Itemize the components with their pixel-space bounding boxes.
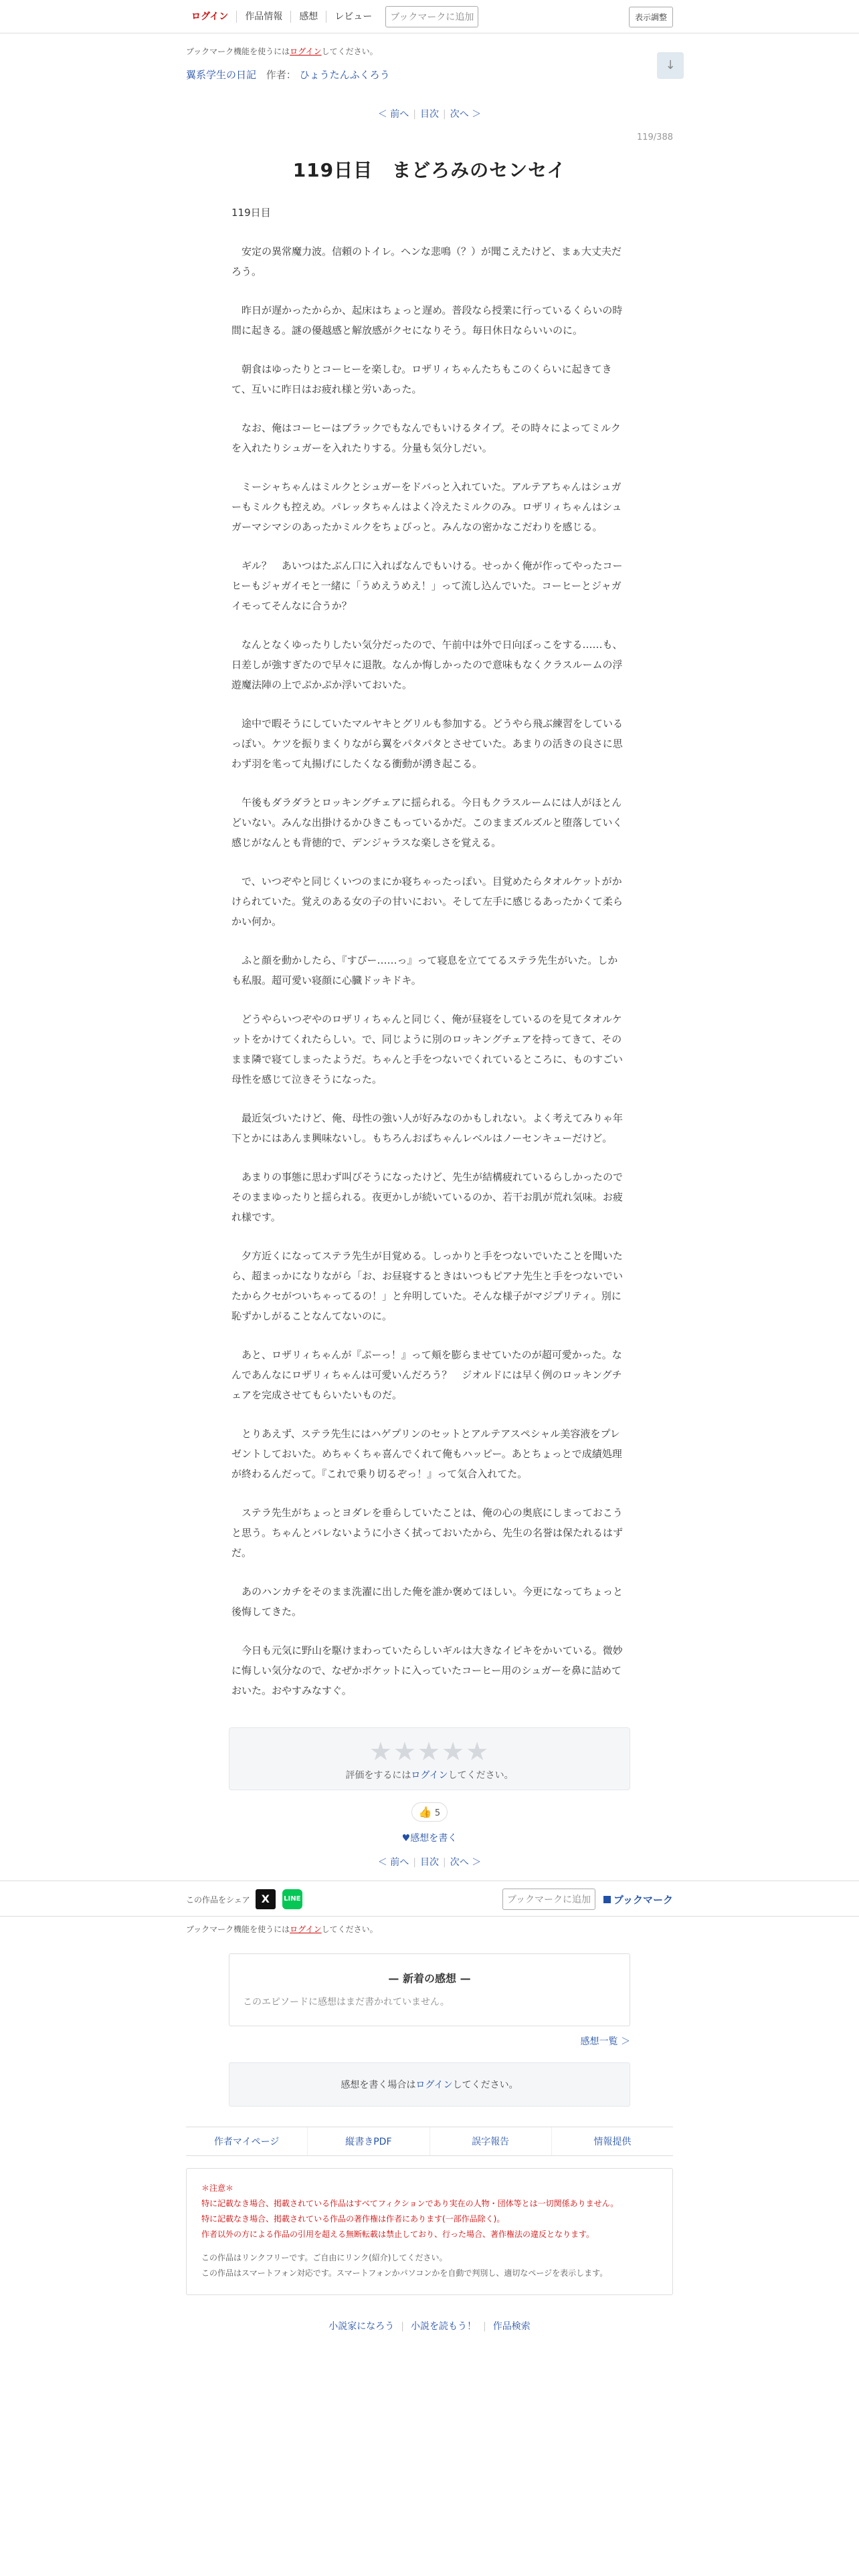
episode-pager-bottom: ＜ 前へ | 目次 | 次へ ＞	[377, 1857, 482, 1868]
body-paragraph: 最近気づいたけど、俺、母性の強い人が好みなのかもしれない。よく考えてみりゃ年下とかにはあんま興味ないし。もちろんおばちゃんレベルはノーセンキューだけど。	[231, 1112, 624, 1144]
like-row	[186, 1802, 673, 1822]
body-paragraph: あまりの事態に思わず叫びそうになったけど、先生が結構疲れているらしかったのでそのままゆったりと揺られる。夜更かしが続いているのか、若干お肌が荒れ気味。お疲れ様です。	[231, 1171, 624, 1223]
episode-title: 119日目 まどろみのセンセイ	[292, 159, 567, 181]
main-content	[186, 45, 676, 1868]
rating-login-link[interactable]: ログイン	[411, 1770, 448, 1781]
prev-link[interactable]: ＜ 前へ	[377, 109, 409, 120]
like-button[interactable]	[411, 1802, 448, 1822]
footer-links: 小説家になろう | 小説を読もう！ | 作品検索	[328, 2321, 531, 2332]
add-bookmark-button-bottom[interactable]: ブックマークに追加	[502, 1889, 595, 1910]
next-link-bottom[interactable]: 次へ ＞	[450, 1857, 482, 1868]
scroll-down-icon[interactable]: ↓	[657, 52, 684, 79]
notice-line: 特に記載なき場合、掲載されている作品はすべてフィクションであり実在の人物・団体等とは一切関係ありません。	[201, 2199, 619, 2208]
bookmark-link[interactable]	[603, 1893, 673, 1907]
body-paragraph: 安定の異常魔力波。信頼のトイレ。ヘンな悲鳴（？）が聞こえたけど、まぁ大丈夫だろう。	[231, 245, 622, 278]
bookmark-login-link[interactable]: ログイン	[290, 47, 322, 56]
toc-link[interactable]: 目次	[420, 109, 439, 120]
write-impression-box	[229, 2062, 630, 2107]
episode-counter: 119/388	[636, 132, 673, 142]
typo-report-link[interactable]: 誤字報告	[430, 2127, 552, 2155]
like-count: 5	[434, 1808, 441, 1818]
narou-link[interactable]: 小説家になろう	[328, 2321, 395, 2332]
login-link[interactable]: ログイン	[186, 11, 237, 23]
rating-note-text-end: してください。	[448, 1770, 514, 1781]
body-paragraph: ステラ先生がちょっとヨダレを垂らしていたことは、俺の心の奥底にしまっておこうと思う。ちゃんとバレないように小さく拭っておいたから、先生の名誉は保たれるはずだ。	[231, 1507, 624, 1559]
body-paragraph: なお、俺はコーヒーはブラックでもなんでもいけるタイプ。その時々によってミルクを入れたりシュガーを入れたりする。分量も気分しだい。	[231, 422, 621, 454]
lower-content	[186, 1923, 673, 2533]
body-paragraph: とりあえず、ステラ先生にはハゲプリンのセットとアルテアスペシャル美容液をプレゼントしておいた。めちゃくちゃ喜んでくれて俺もハッピー。あとちょっとで成績処理が終わるんだって。『これで乗り切るぞっ！』って気合入れてた。	[231, 1428, 622, 1480]
write-box-text-end: してください。	[452, 2080, 518, 2090]
body-paragraph: 午後もダラダラとロッキングチェアに揺られる。今日もクラスルームには人がほとんどいない。みんな出掛けるかひきこもっているかだ。このままズルズルと堕落していく感じがなんとも背徳的で、デンジャラスな楽しさを覚える。	[231, 796, 623, 849]
body-paragraph: どうやらいつぞやのロザリィちゃんと同じく、俺が昼寝をしているのを見てタオルケットをかけてくれたらしい。で、同じように別のロッキングチェアを持ってきて、そのまま隣で寝てしまったようだ。ちゃんと手をつないでくれているところに、ものすごい母性を感じて泣きそうになった。	[231, 1013, 624, 1085]
prev-link-bottom[interactable]: ＜ 前へ	[377, 1857, 409, 1868]
body-paragraph: 昨日が遅かったからか、起床はちょっと遅め。普段なら授業に行っているくらいの時間に起きる。謎の優越感と解放感がクセになりそう。毎日休日ならいいのに。	[231, 304, 623, 336]
next-link[interactable]: 次へ ＞	[450, 109, 482, 120]
notice-line: この作品はリンクフリーです。ご自由にリンク(紹介)してください。	[201, 2253, 448, 2262]
body-paragraph: なんとなくゆったりしたい気分だったので、午前中は外で日向ぼっこをする……も、日差しが強すぎたので早々に退散。なんか悔しかったので意味もなくクラスルームの浮遊魔法陣の上でぷかぷか浮いておいた。	[231, 639, 623, 691]
impressions-list-link[interactable]: 感想一覧 ＞	[580, 2036, 630, 2047]
body-paragraph: 途中で暇そうにしていたマルヤキとグリルも参加する。どうやら飛ぶ練習をしているっぽい。ケツを振りまくりながら翼をパタパタとさせていた。あまりの活きの良さに思わず羽を毟って丸揚げにしたくなる衝動が湧き起こる。	[231, 718, 624, 770]
search-link[interactable]: 作品検索	[492, 2321, 531, 2332]
rating-note-text: 評価をするには	[345, 1770, 411, 1781]
add-bookmark-button[interactable]: ブックマークに追加	[385, 6, 478, 27]
body-paragraph: 朝食はゆったりとコーヒーを楽しむ。ロザリィちゃんたちもこのくらいに起きてきて、互いに昨日はお疲れ様と労いあった。	[231, 363, 612, 395]
top-navigation	[0, 0, 859, 33]
work-info-link[interactable]: 作品情報	[237, 11, 291, 23]
write-box-text: 感想を書く場合は	[341, 2080, 416, 2090]
notice-line: 特に記載なき場合、掲載されている作品の著作権は作者にあります(一部作品除く)。	[201, 2214, 505, 2224]
author-link[interactable]: ひょうたんふくろう	[299, 69, 390, 81]
episode-body	[231, 203, 628, 1701]
notice-head: ＊注意＊	[201, 2183, 234, 2193]
write-box-login-link[interactable]: ログイン	[415, 2080, 453, 2090]
impressions-link[interactable]: 感想	[291, 11, 326, 23]
work-title-link[interactable]: 翼系学生の日記	[186, 69, 257, 81]
notice-line: 作者以外の方による作品の引用を超える無断転載は禁止しており、行った場合、著作権法の違反となります。	[201, 2230, 595, 2239]
thumbs-up-icon: 👍	[418, 1806, 432, 1818]
toc-link-bottom[interactable]: 目次	[420, 1857, 439, 1868]
review-link[interactable]: レビュー	[335, 11, 373, 22]
write-impression-link[interactable]: ♥感想を書く	[401, 1833, 458, 1844]
line-share-icon[interactable]: LINE	[282, 1889, 302, 1909]
yomou-link[interactable]: 小説を読もう！	[411, 2321, 476, 2332]
impressions-title: — 新着の感想 —	[388, 1972, 471, 1985]
episode-pager-top: ＜ 前へ | 目次 | 次へ ＞	[377, 109, 482, 120]
vertical-pdf-link[interactable]: 縦書きPDF	[308, 2127, 430, 2155]
bookmark-icon	[603, 1896, 611, 1903]
body-paragraph: 今日も元気に野山を駆けまわっていたらしいギルは大きなイビキをかいている。微妙に悔しい気分なので、なぜかポケットに入っていたコーヒー用のシュガーを鼻に詰めておいた。おやすみなすぐ。	[231, 1644, 623, 1697]
rating-box	[229, 1727, 630, 1790]
author-label: 作者：	[266, 69, 296, 81]
x-share-icon[interactable]: X	[256, 1889, 276, 1909]
rating-stars[interactable]: ★★★★★	[369, 1737, 490, 1766]
body-paragraph: あと、ロザリィちゃんが『ぷーっ！』って頬を膨らませていたのが超可愛かった。なんであんなにロザリィちゃんは可愛いんだろう？ ジオルドには早く例のロッキングチェアを完成させてもらいたいものだ。	[231, 1349, 622, 1401]
bookmark-note-bottom-end: してください。	[321, 1925, 378, 1934]
info-report-link[interactable]: 情報提供	[593, 2137, 632, 2147]
bookmark-note-bottom-text: ブックマーク機能を使うには	[186, 1925, 290, 1934]
rating-note	[229, 1768, 630, 1782]
work-info-line	[186, 68, 673, 82]
episode-date-line: 119日目	[231, 207, 271, 219]
body-paragraph: で、いつぞやと同じくいつのまにか寝ちゃったっぽい。目覚めたらタオルケットがかけられていた。覚えのある女の子の甘いにおい。そして左手に感じるあったかくて柔らかい何か。	[231, 875, 623, 928]
body-paragraph: ギル？ あいつはたぶん口に入ればなんでもいける。せっかく俺が作ってやったコーヒーもジャガイモと一緒に「うめえうめえ！」って流し込んでいた。コーヒーとジャガイモってそんなに合うか？	[231, 560, 623, 612]
share-bar	[0, 1881, 859, 1917]
new-impressions-box	[229, 1953, 630, 2026]
bookmark-note-text-end: してください。	[321, 47, 378, 56]
notice-box	[186, 2168, 673, 2295]
bookmark-login-link-bottom[interactable]: ログイン	[290, 1925, 322, 1934]
display-settings-button[interactable]: 表示調整	[629, 7, 673, 27]
body-paragraph: あのハンカチをそのまま洗濯に出した俺を誰か褒めてほしい。今更になってちょっと後悔してきた。	[231, 1586, 624, 1618]
bookmark-note	[186, 45, 673, 57]
author-mypage-link[interactable]: 作者マイページ	[186, 2127, 308, 2155]
bookmark-label: ブックマーク	[613, 1893, 673, 1906]
share-label: この作品をシェア	[186, 1895, 250, 1905]
body-paragraph: 夕方近くになってステラ先生が目覚める。しっかりと手をつないでいたことを聞いたら、超まっかになりながら「お、お昼寝するときはいつもピアナ先生と手をつないでいたからクセがついちゃってるの！」と弁明していた。そんな様子がマジプリティ。別に恥ずかしがることなんてないのに。	[231, 1250, 624, 1322]
bookmark-note-bottom	[186, 1923, 673, 1935]
footer-nav	[186, 2127, 673, 2156]
notice-line: この作品はスマートフォン対応です。スマートフォンかパソコンかを自動で判別し、適切なページを表示します。	[201, 2268, 608, 2278]
body-paragraph: ミーシャちゃんはミルクとシュガーをドバっと入れていた。アルテアちゃんはシュガーもミルクも控えめ。パレッタちゃんはよく冷えたミルクのみ。ロザリィちゃんはシュガーマシマシのあったかミルクをちょびっと。みんなの密かなこだわりを感じる。	[231, 481, 622, 533]
body-paragraph: ふと顔を動かしたら、『すぴー……っ』って寝息を立ててるステラ先生がいた。しかも私服。超可愛い寝顔に心臓ドッキドキ。	[231, 954, 618, 986]
impressions-empty-text: このエピソードに感想はまだ書かれていません。	[243, 1997, 450, 2008]
bookmark-note-text: ブックマーク機能を使うには	[186, 47, 290, 56]
